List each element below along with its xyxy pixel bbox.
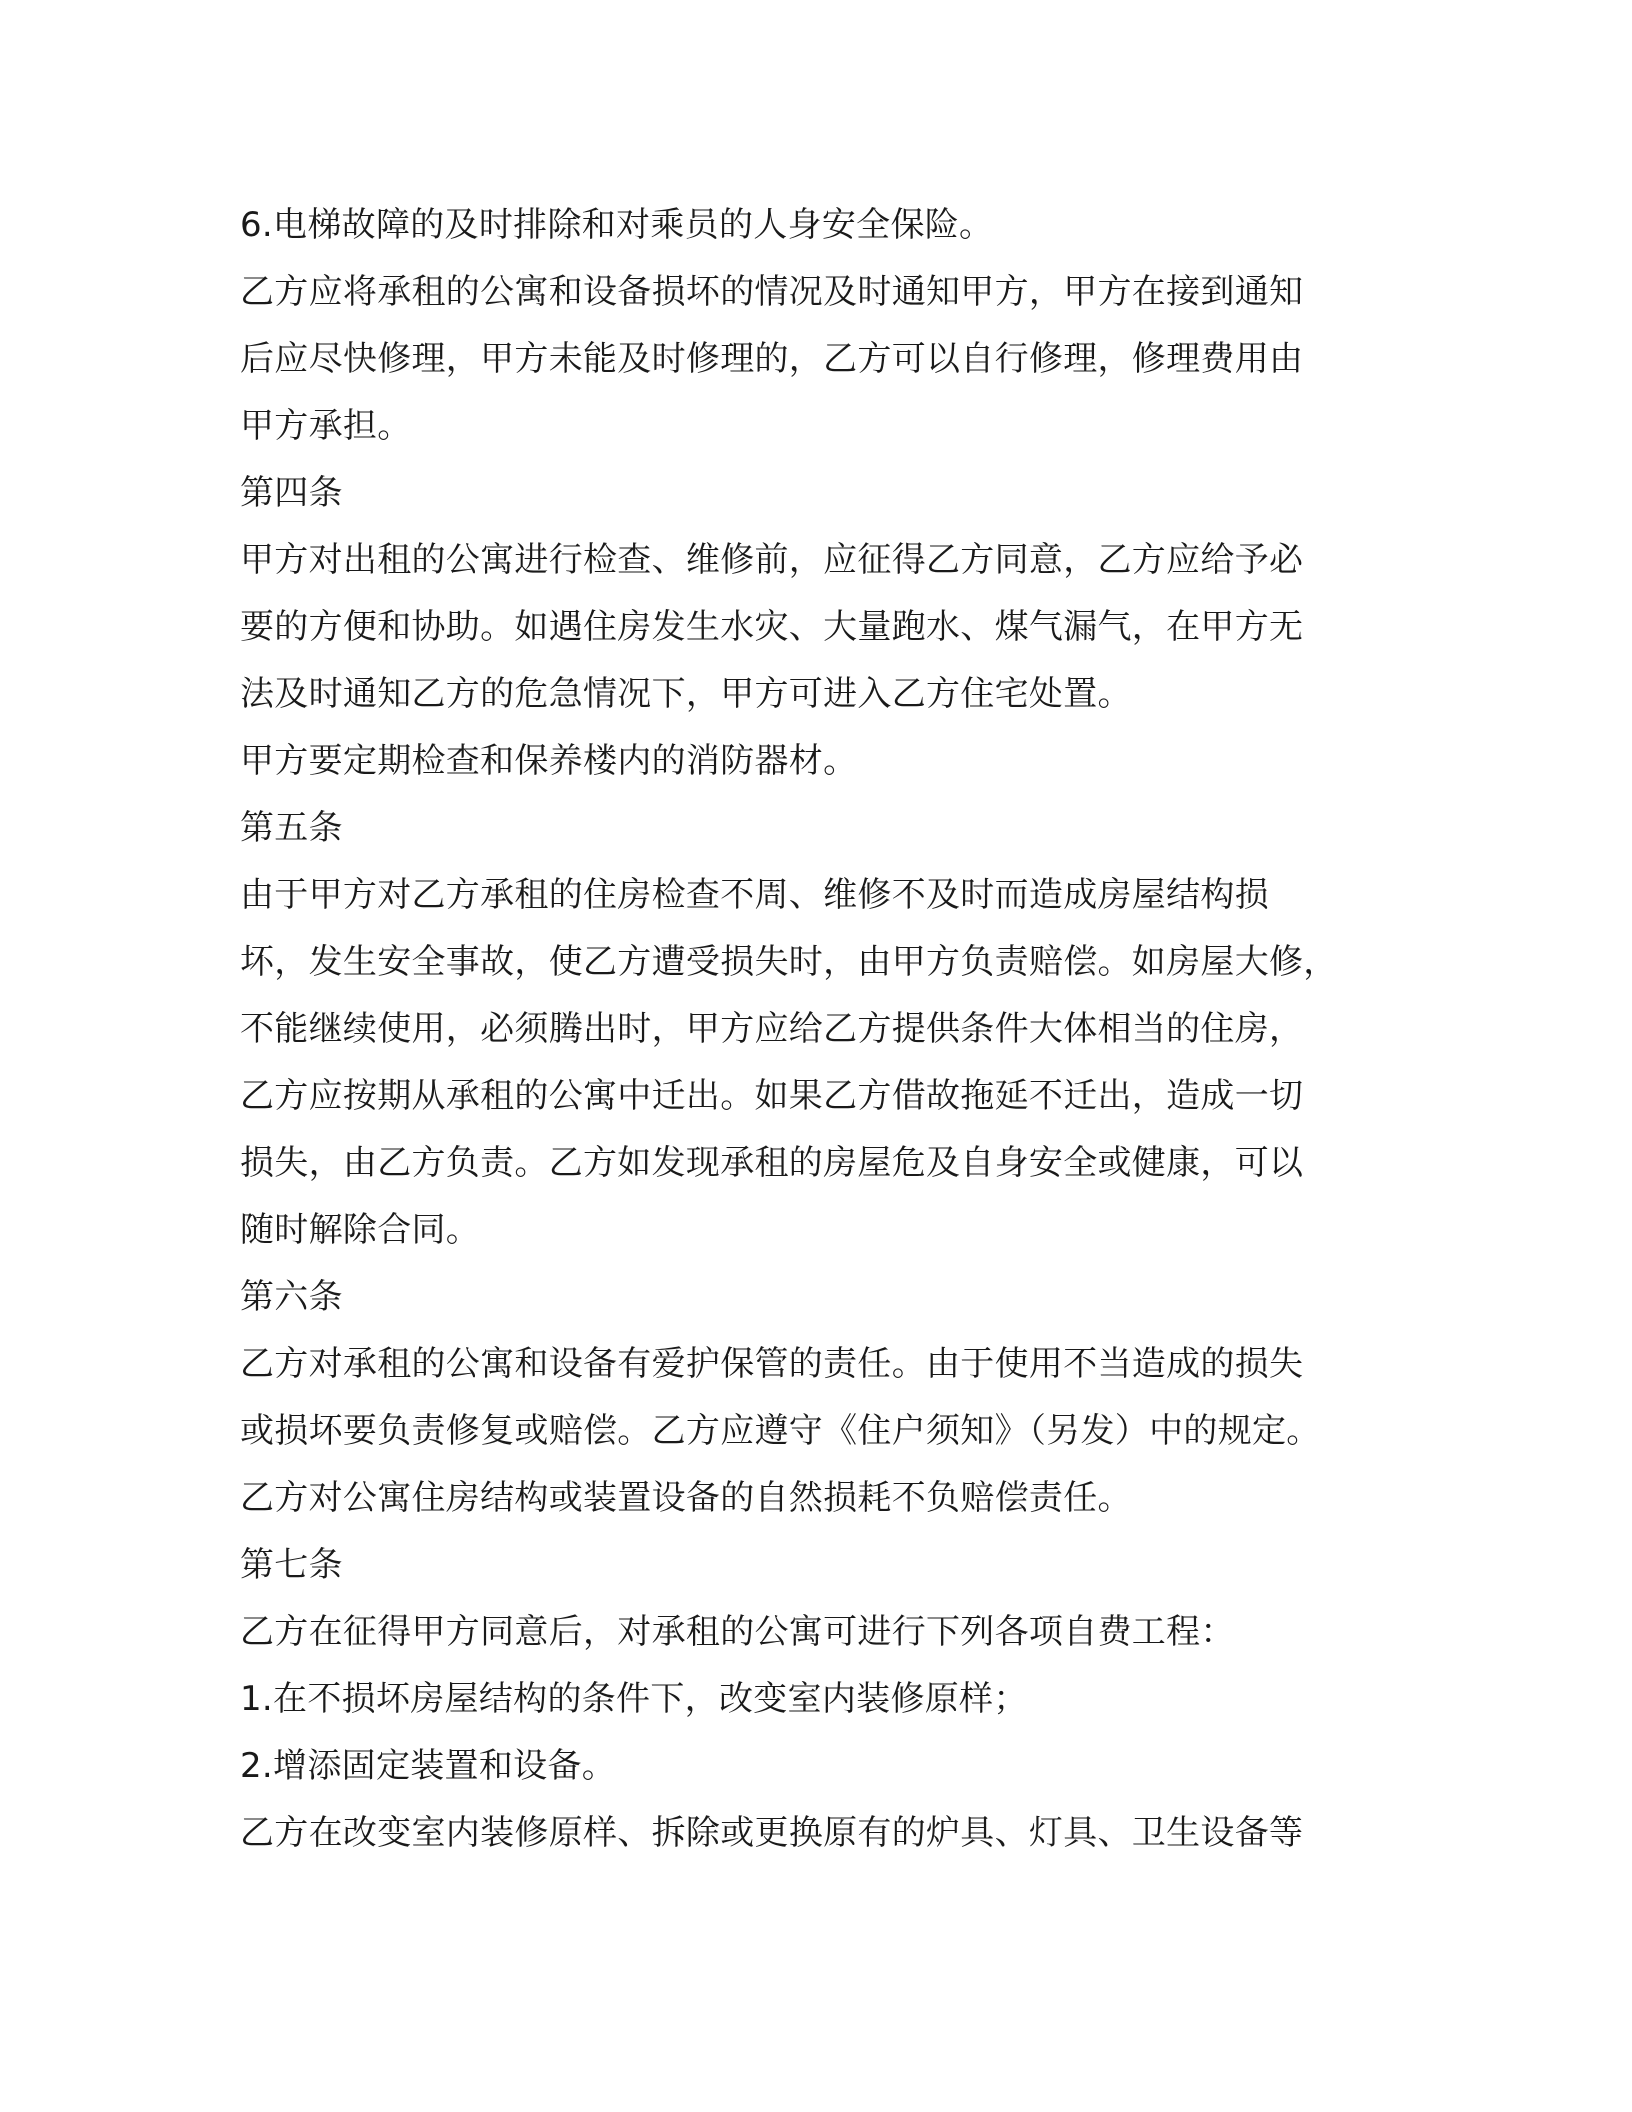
- text-line: 由于甲方对乙方承租的住房检查不周、维修不及时而造成房屋结构损: [240, 875, 1269, 915]
- list-item-6-elevator: 6.电梯故障的及时排除和对乘员的人身安全保险。: [240, 205, 994, 245]
- list-item-1: 1.在不损坏房屋结构的条件下，改变室内装修原样；: [240, 1679, 1028, 1719]
- text-line: 后应尽快修理，甲方未能及时修理的，乙方可以自行修理，修理费用由: [240, 339, 1304, 379]
- article-6-heading: 第六条: [240, 1277, 343, 1317]
- article-5-heading: 第五条: [240, 808, 343, 848]
- document-body: [240, 192, 1400, 1867]
- text-line: 甲方承担。: [240, 406, 412, 446]
- list-item-2: 2.增添固定装置和设备。: [240, 1746, 617, 1786]
- text-line: 法及时通知乙方的危急情况下，甲方可进入乙方住宅处置。: [240, 674, 1132, 714]
- text-line: 或损坏要负责修复或赔偿。乙方应遵守《住户须知》（另发）中的规定。: [240, 1411, 1321, 1451]
- text-line: 甲方对出租的公寓进行检查、维修前，应征得乙方同意，乙方应给予必: [240, 540, 1304, 580]
- text-line: 要的方便和协助。如遇住房发生水灾、大量跑水、煤气漏气，在甲方无: [240, 607, 1304, 647]
- text-line: 不能继续使用，必须腾出时，甲方应给乙方提供条件大体相当的住房，: [240, 1009, 1304, 1049]
- text-line: 甲方要定期检查和保养楼内的消防器材。: [240, 741, 858, 781]
- text-line: 乙方在改变室内装修原样、拆除或更换原有的炉具、灯具、卫生设备等: [240, 1813, 1304, 1853]
- article-4-heading: 第四条: [240, 473, 343, 513]
- text-line: 乙方应将承租的公寓和设备损坏的情况及时通知甲方，甲方在接到通知: [240, 272, 1304, 312]
- text-line: 乙方应按期从承租的公寓中迁出。如果乙方借故拖延不迁出，造成一切: [240, 1076, 1304, 1116]
- text-line: 乙方对承租的公寓和设备有爱护保管的责任。由于使用不当造成的损失: [240, 1344, 1304, 1384]
- text-line: 乙方在征得甲方同意后，对承租的公寓可进行下列各项自费工程：: [240, 1612, 1235, 1652]
- text-line: 坏，发生安全事故，使乙方遭受损失时，由甲方负责赔偿。如房屋大修，: [240, 942, 1338, 982]
- text-line: 随时解除合同。: [240, 1210, 481, 1250]
- text-line: 乙方对公寓住房结构或装置设备的自然损耗不负赔偿责任。: [240, 1478, 1132, 1518]
- article-7-heading: 第七条: [240, 1545, 343, 1585]
- text-line: 损失，由乙方负责。乙方如发现承租的房屋危及自身安全或健康，可以: [240, 1143, 1304, 1183]
